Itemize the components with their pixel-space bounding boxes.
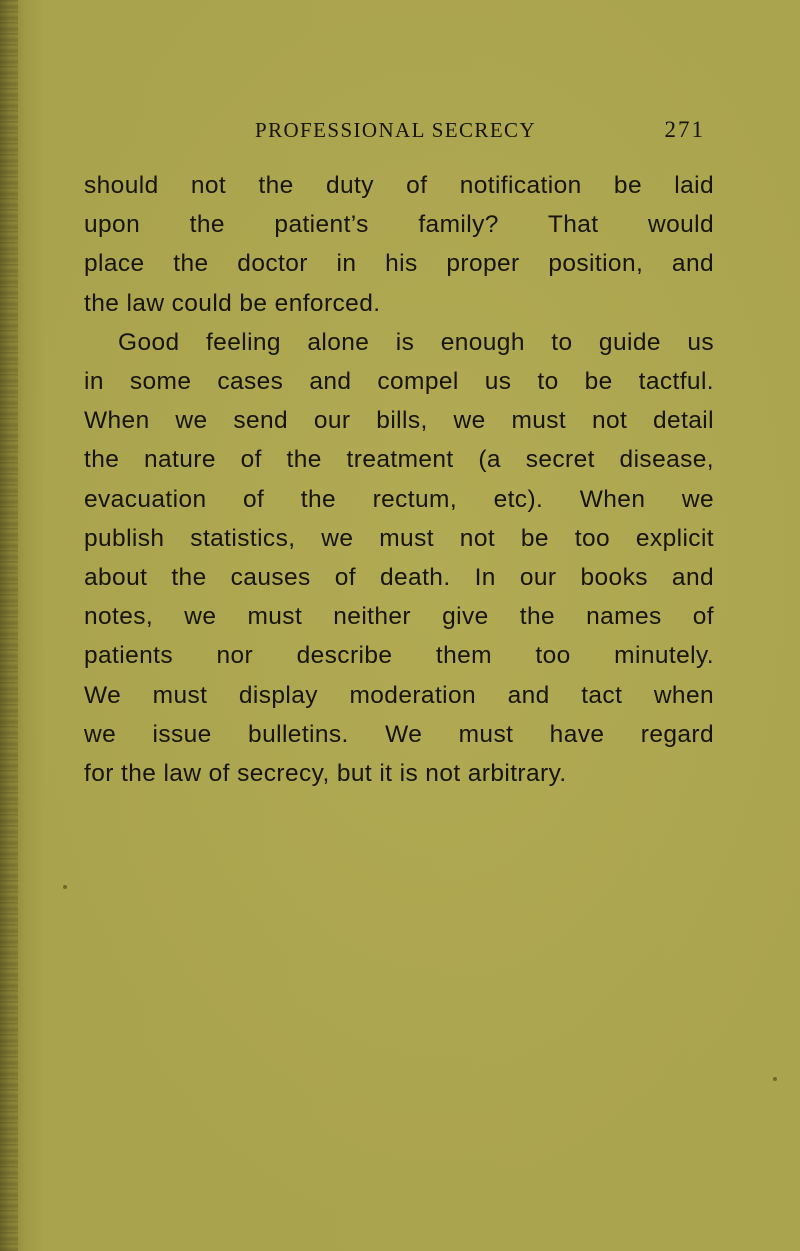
page-gutter-shadow — [0, 0, 18, 1251]
text-line: the nature of the treatment (a secret disease, — [84, 446, 714, 474]
text-line: notes, we must neither give the names of — [84, 603, 714, 631]
running-title: PROFESSIONAL SECRECY — [255, 118, 537, 142]
page-number: 271 — [664, 117, 705, 142]
text-line: about the causes of death. In our books and — [84, 564, 714, 592]
text-line: in some cases and compel us to be tactful. — [84, 368, 714, 396]
text-line: We must display moderation and tact when — [84, 681, 714, 709]
running-head — [255, 118, 705, 148]
text-line: for the law of secrecy, but it is not arbitrary. — [84, 760, 567, 788]
text-line: place the doctor in his proper position, and — [84, 250, 714, 278]
body-text — [84, 166, 714, 793]
text-line: the law could be enforced. — [84, 289, 381, 317]
text-line: upon the patient’s family? That would — [84, 211, 714, 239]
paragraph-2 — [84, 323, 714, 793]
text-line: we issue bulletins. We must have regard — [84, 720, 714, 748]
text-line: publish statistics, we must not be too explicit — [84, 524, 714, 552]
text-line: patients nor describe them too minutely. — [84, 642, 714, 670]
text-line: should not the duty of notification be laid — [84, 172, 714, 199]
paper-speck — [773, 1077, 777, 1081]
text-line: When we send our bills, we must not detail — [84, 407, 714, 435]
paper-speck — [63, 885, 67, 889]
text-line: Good feeling alone is enough to guide us — [118, 328, 714, 356]
text-line: evacuation of the rectum, etc). When we — [84, 485, 714, 513]
paragraph-1 — [84, 166, 714, 323]
